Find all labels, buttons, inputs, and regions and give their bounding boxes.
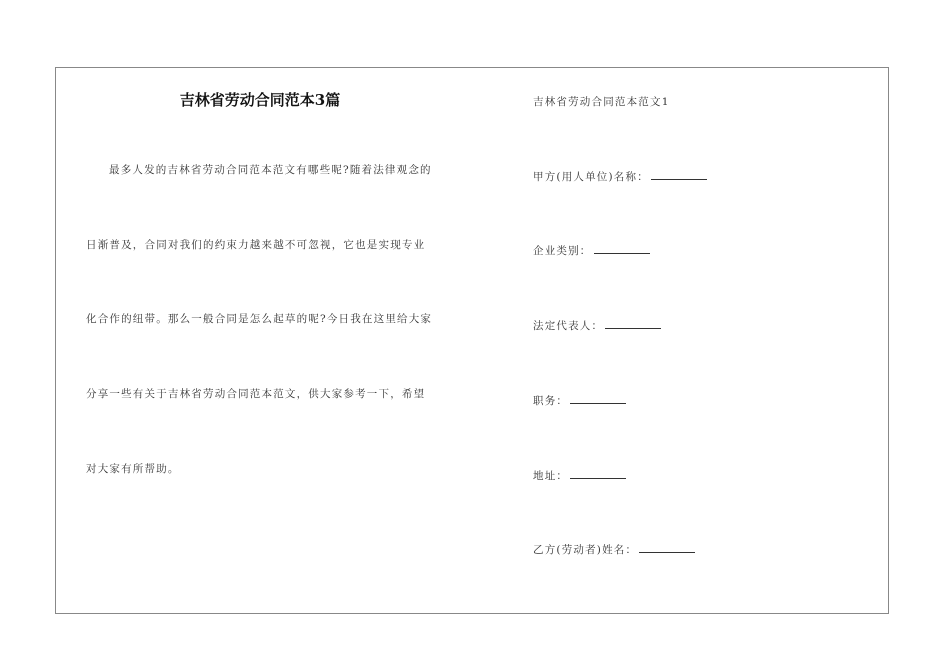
field-employee-name xyxy=(533,542,695,557)
fill-blank xyxy=(570,468,626,479)
intro-line: 最多人发的吉林省劳动合同范本范文有哪些呢?随着法律观念的 xyxy=(109,164,432,176)
fill-blank xyxy=(594,243,650,254)
fill-blank xyxy=(639,542,695,553)
intro-line: 日渐普及，合同对我们的约束力越来越不可忽视，它也是实现专业 xyxy=(86,239,426,251)
fill-blank xyxy=(605,318,661,329)
field-label: 法定代表人： xyxy=(533,320,604,332)
field-employer-name xyxy=(533,169,707,184)
intro-line: 化合作的纽带。那么一般合同是怎么起草的呢?今日我在这里给大家 xyxy=(86,313,433,325)
field-label: 职务： xyxy=(533,395,569,407)
field-label: 地址： xyxy=(533,470,569,482)
field-label: 甲方(用人单位)名称： xyxy=(533,171,649,183)
intro-line: 对大家有所帮助。 xyxy=(86,463,180,475)
field-address xyxy=(533,468,626,483)
fill-blank xyxy=(570,393,626,404)
field-position xyxy=(533,393,626,408)
document-title: 吉林省劳动合同范本3篇 xyxy=(179,91,341,109)
field-label: 企业类别： xyxy=(533,245,592,257)
page-frame xyxy=(55,67,889,614)
fill-blank xyxy=(651,169,707,180)
field-enterprise-type xyxy=(533,243,650,258)
intro-line: 分享一些有关于吉林省劳动合同范本范文，供大家参考一下，希望 xyxy=(86,388,426,400)
field-label: 乙方(劳动者)姓名： xyxy=(533,544,638,556)
field-legal-representative xyxy=(533,318,661,333)
contract-heading: 吉林省劳动合同范本范文1 xyxy=(533,96,670,108)
